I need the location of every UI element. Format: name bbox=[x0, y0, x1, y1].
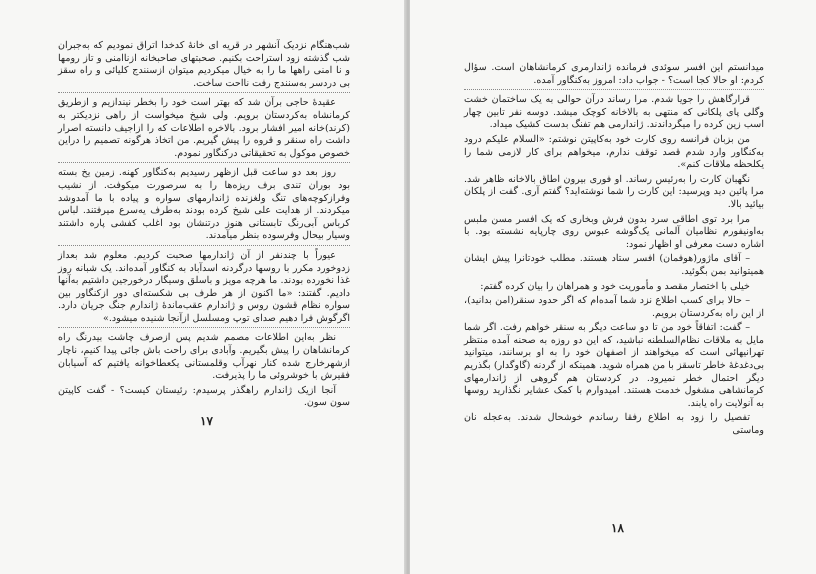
right-paragraph-4: نگهبان کارت را به‌رئیس رساند. او فوری بیرون اطاق بالاخانه ظاهر شد. مرا پائین دید وپرسید: این کارت را شما نوشته‌اید؟ گفتم آری. گفت از پلکان بیائید بالا. bbox=[464, 173, 764, 210]
left-page-text bbox=[58, 40, 350, 412]
line-separator bbox=[58, 327, 350, 329]
right-paragraph-2: قرارگاهش را جویا شدم. مرا رساند درآن حوالی به یک ساختمان خشت وگلی پای پلکانی که منتهی به بالاخانه کوچک میشد. دوسه نفر تابین چهار اسب زین کرده را میگرداندند. ژاندارمی هم تفنگ بدست کشیک میداد. bbox=[464, 94, 764, 131]
right-page bbox=[410, 0, 816, 574]
right-paragraph-7: خیلی با اختصار مقصد و مأموریت خود و همراهان را بیان کرده گفتم: bbox=[480, 280, 750, 292]
left-paragraph-5: نظر به‌این اطلاعات مصمم شدیم پس ازصرف چاشت بیدرنگ راه کرمانشاهان را پیش بگیریم. وآبادی برای راحت باش جائی پیدا کنیم، ناچار ازشهرخارج شده کنار نهرآب وقلمستانی یکعطاخوانه یافتیم که آسیابان فقیرش با خوشروئی ما را پذیرفت. bbox=[58, 332, 350, 382]
left-paragraph-2: عقیدهٔ حاجی برآن شد که بهتر است خود را بخطر نیندازیم و ازطریق کرمانشاه به‌کردستان برویم. ولی شیخ میخواست از راهی نزدیکتر به (کرند)خانه امیر افشار برود. بالاخره اطلاعات که را ازاجیف دانسته اصرار داشت راه سنقر و قروه را پیش گیریم. من اتخاذ هرگونه تصمیم را دراین خصوص موکول به تحقیقاتی درکنگاور نمودم. bbox=[58, 97, 350, 159]
line-separator bbox=[58, 92, 350, 94]
right-paragraph-8: – حالا برای کسب اطلاع نزد شما آمده‌ام که اگر حدود سنقر(امن بدانید)، از این راه به‌کردستان برویم. bbox=[464, 295, 764, 319]
left-paragraph-6: آنجا ازیک ژاندارم راهگذر پرسیدم: رئیستان کیست؟ - گفت کاپیتن سون سون. bbox=[58, 384, 350, 409]
right-paragraph-3: من بزبان فرانسه روی کارت خود به‌کاپیتن نوشتم: «السلام علیکم درود به‌کنگاور وارد شدم قصد توقف ندارم، میخواهم برای کار لازمی شما را یکلحظه ملاقات کنم». bbox=[464, 133, 764, 171]
page-number-right: ١٨ bbox=[611, 521, 624, 535]
left-paragraph-1: شب‌هنگام نزدیک آنشهر در قریه ای خانهٔ کدخدا اتراق نمودیم که به‌جبران شب گذشته زود استراحت بکنیم. صحبتهای صاحبخانه ازناامنی و تاز رومها و نا امنی راهها ما را به خیال میکردیم میتوان ازسنندج کلیائی و راه سقز بی دردسر به‌سنندج رفت نااحت ساخت. bbox=[58, 40, 350, 89]
right-page-text bbox=[464, 62, 764, 440]
left-paragraph-4: عیوراً با چندنفر از آن ژاندارمها صحبت کردیم. معلوم شد بعداز زدوخورد مکرر با روسها درگردنه اسدآباد به کنگاور آمده‌اند. یک شبانه روز غذا نخورده بودند. ما هرچه مویز و باسلق وسیگار درخورجین داشتیم به‌آنها دادیم. گفتند: «ما اکنون از هر طرف بی شکسته‌ای دور ازکنگاور بین سواره نظام قشون روس و ژاندارم عقب‌ماندهٔ ژاندارم جنگ جریان دارد. اگرگوش فرا دهیم صدای توپ ومسلسل ازآنجا شنیده میشود.» bbox=[58, 249, 350, 324]
page-number-left: ١٧ bbox=[200, 414, 213, 428]
line-separator bbox=[58, 245, 350, 247]
line-separator bbox=[464, 89, 764, 91]
right-paragraph-1: میدانستم این افسر سوئدی فرمانده ژاندارمری کرمانشاهان است. سؤال کردم: او حالا کجا است؟ - جواب داد: امروز به‌کنگاور آمده. bbox=[464, 62, 764, 86]
line-separator bbox=[58, 162, 350, 164]
right-paragraph-10: تفصیل را زود به اطلاع رفقا رساندم خوشحال شدند. به‌عجله نان وماستی bbox=[464, 412, 764, 437]
left-page bbox=[0, 0, 406, 574]
left-paragraph-3: روز بعد دو ساعت قبل ازظهر رسیدیم به‌کنگاور کهنه. زمین یخ بسته بود بوران تندی برف ریزه‌ها را به سرصورت میکوفت. از نشیب وفرازکوچه‌های تنگ ولغزنده ژاندارمهای سواره و پیاده با ما آمدوشد میکردند. از هدایت علی شیخ کرده بودند به‌طرف یه‌سرع میرفتند. لباس کرباس آبی‌رنگ تابستانی هنوز درتنشان بود اغلب کفشی پاره داشتند وسیار بیحال وفرسوده بنظر میآمدند. bbox=[58, 167, 350, 242]
right-paragraph-6: – آقای ماژور(هوفمان) افسر ستاد هستند. مطلب خودتانرا پیش ایشان همیتوانید بمن بگوئید. bbox=[464, 253, 764, 277]
right-paragraph-5: مرا برد توی اطاقی سرد بدون فرش وبخاری که یک افسر مسن ملبس به‌اونیفورم نظامیان آلمانی یک‌گوشه عبوس روی چارپایه نشسته بود. با اشاره دست معرفی او اظهار نمود: bbox=[464, 213, 764, 250]
right-paragraph-9: – گفت: اتفاقاً خود من تا دو ساعت دیگر به سنقر خواهم رفت. اگر شما مایل به ملاقات نظام‌السلطنه نباشید، که این دو روزه به صحنه آمده منتظر تهرانیهائی است که میخواهند از اصفهان خود را به او برسانند، میتوانید بی‌دغدغهٔ خاطر تاسقز با من همراه شوید. همینکه از گردنه (گاوگدار) بگذریم دیگر احتمال خطر نمیرود. در کردستان هم گروهی از ژاندارمهای کرمانشاهی مشغول خدمت هستند. امیدوارم با کمک عشایر نگذارید روسها به آنولایت راه یابند. bbox=[464, 322, 764, 409]
